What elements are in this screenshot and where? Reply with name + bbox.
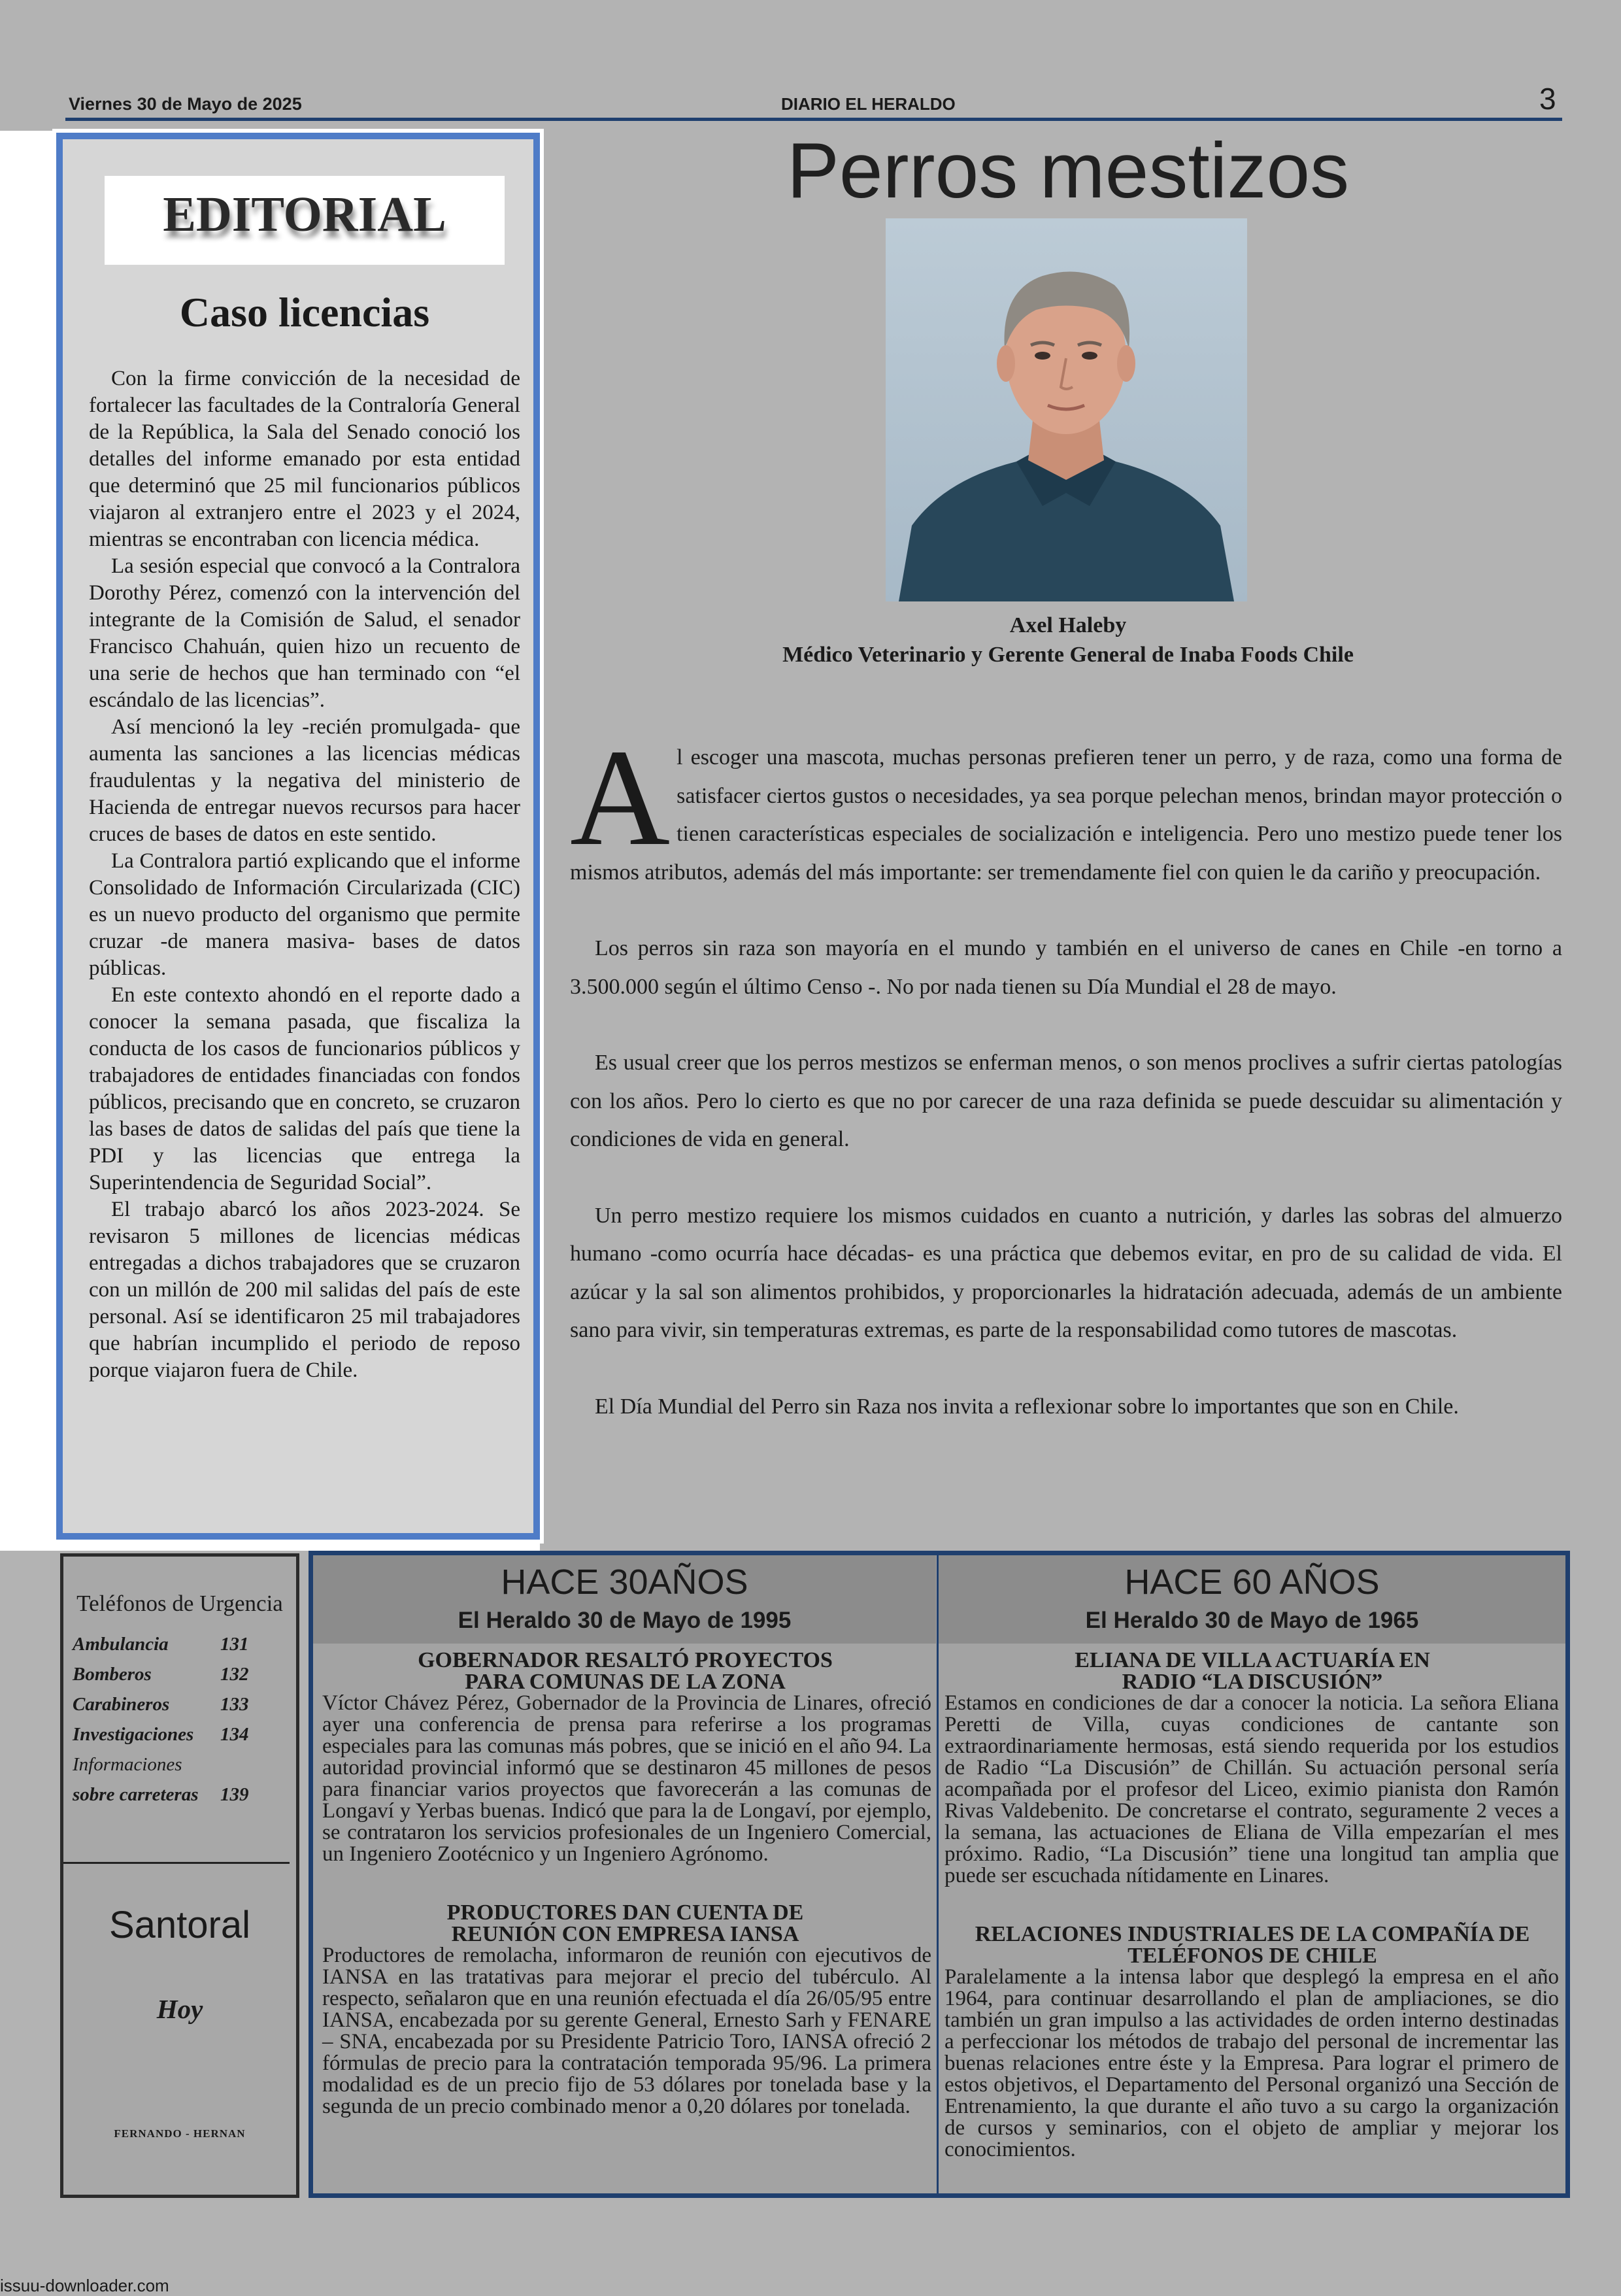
hace30-story2-body: Productores de remolacha, informaron de reunión con ejecutivos de IANSA en las tratativas para mejorar el precio del tubérculo. Al respecto, señalaron que en una reunión efectuada el día 26/05/95 entre IANSA, encabezada por su gerente General, Ernesto Sarh y FENARE – SNA, encabezada por su Presidente Patricio Toro, IANSA ofreció 2 fórmulas de precio para la contratación temporada 95/96. La primera modalidad es de un precio fijo de 53 dólares por tonelada base y la segunda de un precio combinado menor a 0,20 dólares por tonelada. [322,1944,931,2118]
editorial-box [56,133,540,1540]
hace30-story2-headline [320,1902,931,1945]
hace30-header [313,1555,936,1644]
editorial-paragraph: Con la firme convicción de la necesidad de fortalecer las facultades de la Contraloría General de la República, la Sala del Senado conoció los detalles del informe emanado por esta entidad que determinó que 25 mil funcionarios públicos viajaron al extranjero entre el 2023 y el 2024, mientras se encontraban con licencia médica. [89,367,520,551]
author-name: Axel Haleby [1009,613,1127,637]
phone-label: Bomberos [73,1664,152,1685]
article-title: Perros mestizos [786,127,1350,214]
drop-cap: A [570,720,671,874]
editorial-banner [105,176,505,265]
hace30-heading: HACE 30AÑOS [501,1562,748,1602]
hace30-story1-body: Víctor Chávez Pérez, Gobernador de la Provincia de Linares, ofreció ayer una conferencia de prensa para referirse a los programas especiales para las comunas más pobres, que se inició en el año 94. La autoridad provincial informó que se destinaron 45 millones de pesos para financiar varios proyectos que favorecerán a las comunas de Longaví y Yerbas buenas. Indicó que para la de Longaví, por ejemplo, se contrataron los servicios profesionales de un Ingeniero Comercial, un Ingeniero Zootécnico y un Ingeniero Agrónomo. [322,1691,931,1866]
santoral-today: Hoy [156,1994,203,2024]
author-photo [886,218,1247,601]
history-column-divider [937,1555,939,2193]
headline-line: REUNIÓN CON EMPRESA IANSA [451,1922,799,1946]
hace60-story2-headline [942,1923,1563,1967]
editorial-paragraph: El trabajo abarcó los años 2023-2024. Se revisaron 5 millones de licencias médicas entregadas a dichos trabajadores que se cruzaron con un millón de 200 mil salidas del país de este personal. Así se identificaron 25 mil trabajadores que habrían incumplido el periodo de reposo porque viajaron fuera de Chile. [89,1198,520,1382]
author-portrait-illustration [886,218,1247,601]
headline-line: GOBERNADOR RESALTÓ PROYECTOS [418,1648,833,1672]
phone-label: Carabineros [73,1694,170,1715]
phone-number: 132 [220,1664,249,1685]
editorial-paragraph: En este contexto ahondó en el reporte dado a conocer la semana pasada, que fiscaliza la conducta de los casos de funcionarios públicos y trabajadores de entidades financiadas con fondos públicos, precisando que en concreto, se cruzaron las bases de datos de salidas del país que tiene la PDI y las licencias que entrega la Superintendencia de Seguridad Social”. [89,983,520,1194]
santoral-title: Santoral [109,1904,251,1946]
history-box [309,1551,1570,2198]
editorial-banner-text: EDITORIAL [163,187,446,242]
emergency-phones-title: Teléfonos de Urgencia [76,1591,283,1616]
editorial-paragraph: La Contralora partió explicando que el informe Consolidado de Información Circularizada (CIC) es un nuevo producto del organismo que permite cruzar -de manera masiva- bases de datos públicas. [89,849,520,980]
page-margin-strip [0,131,56,1551]
article-paragraph: El Día Mundial del Perro sin Raza nos invita a reflexionar sobre lo importantes que son en Chile. [595,1394,1459,1419]
hace30-story1-headline [320,1649,931,1693]
article-paragraph: Es usual creer que los perros mestizos se enferman menos, o son menos proclives a sufrir ciertas patologías con los años. Pero lo cierto es que no por carecer de una raza definida se puede descuidar su alimentación y condiciones de vida en general. [570,1051,1562,1151]
hace60-story1-body: Estamos en condiciones de dar a conocer la noticia. La señora Eliana Peretti de Villa, cuyas condiciones de cantante son extraordinariamente hermosas, está siendo requerida por los estudios de Radio “La Discusión” de Chillán. Su actuación personal sería acompañada por el profesor del Liceo, eximio pianista don Ramón Rivas Valdebenito. De concretarse el contrato, seguramente 2 veces a la semana, las actuaciones de Eliana de Villa empezarían el mes próximo. Radio, “La Discusión” tiene una longitud tan amplia que puede ser escuchada nítidamente en Linares. [944,1691,1559,1887]
article-lead-text: l escoger una mascota, muchas personas prefieren tener un perro, y de raza, como una forma de satisfacer ciertos gustos o necesidades, ya sea porque pelechan menos, brindan mayor protección o tienen características especiales de socialización e inteligencia. Pero uno mestizo puede tener los mismos atributos, además del más importante: ser tremendamente fiel con quien le da cariño y preocupación. [570,745,1562,885]
santoral-divider [63,1862,290,1864]
hace60-story2-body: Paralelamente a la intensa labor que desplegó la empresa en el año 1964, para continuar desarrollando el plan de ampliaciones, se dio también un gran impulso a las actividades de orden interno destinadas a perfeccionar los métodos de trabajo del personal de incrementar las buenas relaciones entre éste y la Empresa. Para lograr el primero de estos objetivos, el Departamento del Personal organizó una Sección de Entrenamiento, la que durante el año tuvo a su cargo la organización de cursos y seminarios, con el objeto de ampliar y mejorar los conocimientos. [944,1965,1559,2161]
phone-number: 133 [220,1694,249,1715]
article-paragraph: Un perro mestizo requiere los mismos cuidados en cuanto a nutrición, y darles las sobras del almuerzo humano -como ocurría hace décadas- es una práctica que debemos evitar, en pro de su calidad de vida. El azúcar y la sal son alimentos prohibidos, y proporcionarles la hidratación adecuada, además de un ambiente sano para vivir, sin temperaturas extremas, es parte de la responsabilidad como tutores de mascotas. [570,1203,1562,1342]
headline-line: RELACIONES INDUSTRIALES DE LA COMPAÑÍA DE [975,1922,1530,1946]
headline-line: PRODUCTORES DAN CUENTA DE [446,1900,804,1925]
santoral-names: FERNANDO - HERNAN [114,2127,246,2140]
page-margin-strip-bottom [56,1540,540,1551]
hace60-subheading: El Heraldo 30 de Mayo de 1965 [1085,1608,1419,1633]
road-info-label-2: sobre carreteras [73,1784,199,1805]
headline-line: PARA COMUNAS DE LA ZONA [465,1670,786,1694]
editorial-paragraph: Así mencionó la ley -recién promulgada- que aumenta las sanciones a las licencias médicas fraudulentas y la negativa del ministerio de Hacienda de entregar nuevos recursos para hacer cruces de bases de datos en este sentido. [89,715,520,846]
newspaper-name: DIARIO EL HERALDO [781,94,956,114]
hace60-header [939,1555,1565,1644]
headline-line: TELÉFONOS DE CHILE [1128,1944,1377,1968]
editorial-body [89,365,520,1384]
author-role: Médico Veterinario y Gerente General de Inaba Foods Chile [782,643,1354,667]
editorial-paragraph: La sesión especial que convocó a la Contralora Dorothy Pérez, comenzó con la intervención del integrante de la Comisión de Salud, el senador Francisco Chahuán, quien hizo un recuento de una serie de hechos que han terminado con “el escándalo de las licencias”. [89,554,520,712]
header-rule [65,118,1562,121]
phone-number: 134 [220,1724,249,1745]
editorial-title: Caso licencias [179,289,430,335]
issue-date: Viernes 30 de Mayo de 2025 [69,94,302,114]
page-number: 3 [1539,82,1556,116]
road-info-label: Informaciones [73,1754,182,1775]
phone-label: Investigaciones [73,1724,194,1745]
hace30-subheading: El Heraldo 30 de Mayo de 1995 [458,1608,792,1633]
phone-number: 131 [220,1634,249,1655]
article-body [570,720,1562,1464]
road-info-number: 139 [220,1784,249,1805]
watermark-url: issuu-downloader.com [0,2276,169,2295]
hace60-heading: HACE 60 AÑOS [1124,1562,1380,1602]
article-paragraph: Los perros sin raza son mayoría en el mundo y también en el universo de canes en Chile -en torno a 3.500.000 según el último Censo -. No por nada tienen su Día Mundial el 28 de mayo. [570,936,1562,999]
headline-line: RADIO “LA DISCUSIÓN” [1122,1670,1383,1694]
emergency-phones-box [60,1553,299,2198]
article-paragraph-first [570,720,1562,892]
headline-line: ELIANA DE VILLA ACTUARÍA EN [1075,1648,1430,1672]
hace60-story1-headline [942,1649,1563,1693]
phone-label: Ambulancia [73,1634,169,1655]
